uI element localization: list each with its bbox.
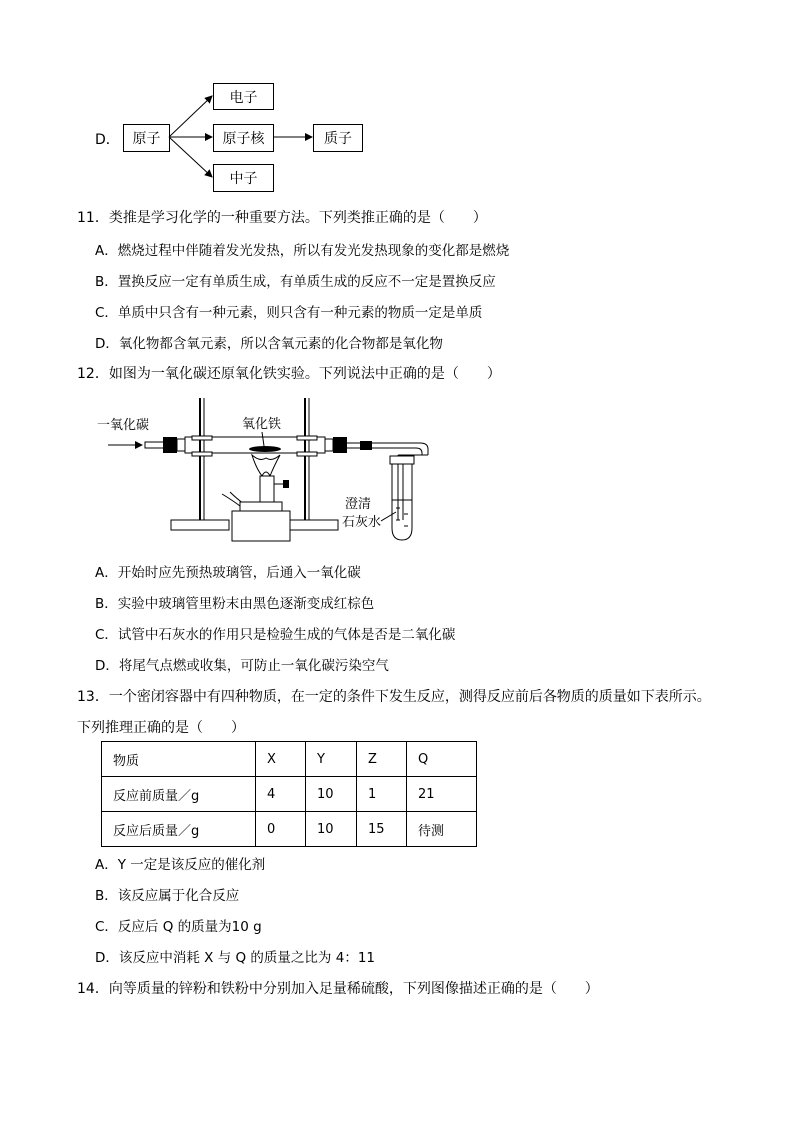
label-limewater-2: 石灰水 xyxy=(342,515,382,530)
table-cell: 0 xyxy=(256,812,306,847)
table-cell: 4 xyxy=(256,777,306,812)
alcohol-lamp-body xyxy=(232,511,290,541)
box-proton-text: 质子 xyxy=(324,131,352,147)
q12-option-a: A．开始时应先预热玻璃管，后通入一氧化碳 xyxy=(95,565,361,581)
q13-option-b: B．该反应属于化合反应 xyxy=(95,888,240,904)
right-stopper-collar xyxy=(325,439,333,451)
table-header-cell: Z xyxy=(357,742,407,777)
q11-option-c: C．单质中只含有一种元素，则只含有一种元素的物质一定是单质 xyxy=(95,305,483,321)
q13-option-d: D．该反应中消耗 X 与 Q 的质量之比为 4：11 xyxy=(95,950,375,966)
q13-stem-line2: 下列推理正确的是（ ） xyxy=(77,720,245,736)
table-row xyxy=(102,812,477,847)
box-electron-text: 电子 xyxy=(229,89,258,106)
burner-knob xyxy=(283,480,289,488)
q11-option-d: D．氧化物都含氧元素，所以含氧元素的化合物都是氧化物 xyxy=(95,336,443,352)
option-label-d: D． xyxy=(95,132,120,148)
mass-table xyxy=(101,741,477,847)
iron-oxide-powder xyxy=(249,446,281,452)
box-atom-text: 原子 xyxy=(132,131,161,147)
box-nucleus-text: 原子核 xyxy=(222,131,265,147)
label-limewater-1: 澄清 xyxy=(345,497,372,512)
q12-stem: 12．如图为一氧化碳还原氧化铁实验。下列说法中正确的是（ ） xyxy=(77,366,501,382)
table-cell: 待测 xyxy=(407,812,477,847)
burner-tube xyxy=(260,476,274,502)
q12-option-b: B．实验中玻璃管里粉末由黑色逐渐变成红棕色 xyxy=(95,596,375,612)
table-cell: 15 xyxy=(357,812,407,847)
table-cell: 反应前质量／g xyxy=(102,777,256,812)
limewater-pointer xyxy=(381,512,396,521)
q11-stem: 11．类推是学习化学的一种重要方法。下列类推正确的是（ ） xyxy=(77,210,487,226)
table-cell: 1 xyxy=(357,777,407,812)
table-cell: 反应后质量／g xyxy=(102,812,256,847)
q12-option-d: D．将尾气点燃或收集，可防止一氧化碳污染空气 xyxy=(95,658,389,674)
table-header-cell: 物质 xyxy=(102,742,256,777)
left-stand-base xyxy=(171,520,229,530)
box-neutron-text: 中子 xyxy=(229,171,258,187)
label-fe2o3: 氧化铁 xyxy=(242,417,282,432)
q13-option-c: C．反应后 Q 的质量为10 g xyxy=(95,919,262,935)
table-header-cell: Q xyxy=(407,742,477,777)
test-tube-stopper xyxy=(390,456,414,464)
table-cell: 21 xyxy=(407,777,477,812)
table-cell: 10 xyxy=(306,777,357,812)
q12-option-c: C．试管中石灰水的作用只是检验生成的气体是否是二氧化碳 xyxy=(95,627,456,643)
left-stopper xyxy=(163,437,177,453)
q11-option-b: B．置换反应一定有单质生成，有单质生成的反应不一定是置换反应 xyxy=(95,274,496,290)
test-tube xyxy=(392,464,412,540)
q11-option-a: A．燃烧过程中伴随着发光发热，所以有发光发热现象的变化都是燃烧 xyxy=(95,243,510,259)
inlet-nozzle xyxy=(145,442,165,448)
table-header-cell: Y xyxy=(306,742,357,777)
q14-stem: 14．向等质量的锌粉和铁粉中分别加入足量稀硫酸，下列图像描述正确的是（ ） xyxy=(77,981,599,997)
table-row xyxy=(102,777,477,812)
table-header-row xyxy=(102,742,477,777)
alcohol-lamp-flame xyxy=(252,455,280,476)
left-stopper-collar xyxy=(177,439,185,451)
right-stopper xyxy=(333,437,347,453)
outlet-connector xyxy=(360,441,372,450)
q13-stem-line1: 13．一个密闭容器中有四种物质，在一定的条件下发生反应，测得反应前后各物质的质量如下表所示。 xyxy=(77,689,711,705)
table-cell: 10 xyxy=(306,812,357,847)
table-header-cell: X xyxy=(256,742,306,777)
q13-option-a: A．Y 一定是该反应的催化剂 xyxy=(95,857,266,873)
label-co: 一氧化碳 xyxy=(97,418,150,433)
